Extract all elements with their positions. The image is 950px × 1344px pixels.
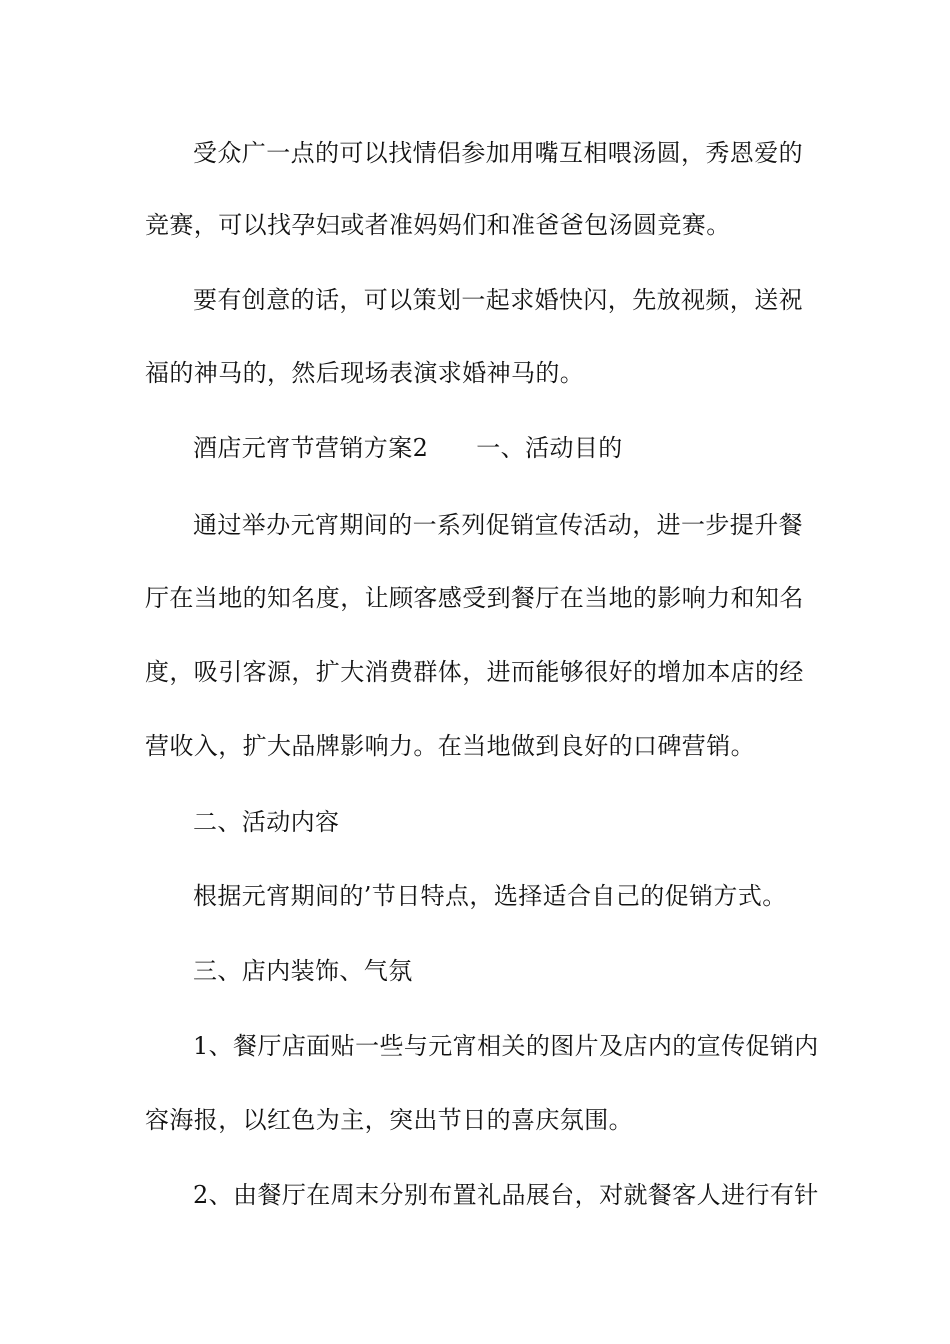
heading-activity-content: 二、活动内容 xyxy=(193,808,340,836)
heading-activity-purpose: 一、活动目的 xyxy=(476,434,623,462)
paragraph-line: 福的神马的，然后现场表演求婚神马的。 xyxy=(145,359,585,387)
paragraph-line: 容海报，以红色为主，突出节日的喜庆氛围。 xyxy=(145,1106,633,1134)
paragraph-line: 竞赛，可以找孕妇或者准妈妈们和准爸爸包汤圆竞赛。 xyxy=(145,211,731,239)
paragraph-line: 厅在当地的知名度，让顾客感受到餐厅在当地的影响力和知名 xyxy=(145,584,804,612)
paragraph-line: 营收入，扩大品牌影响力。在当地做到良好的口碑营销。 xyxy=(145,732,755,760)
plan-title: 酒店元宵节营销方案2 xyxy=(193,434,429,462)
paragraph-line: 要有创意的话，可以策划一起求婚快闪，先放视频，送祝 xyxy=(193,286,803,314)
paragraph-line: 通过举办元宵期间的一系列促销宣传活动，进一步提升餐 xyxy=(193,511,803,539)
paragraph-line: 1、餐厅店面贴一些与元宵相关的图片及店内的宣传促销内 xyxy=(193,1032,819,1060)
heading-store-decoration: 三、店内装饰、气氛 xyxy=(193,957,413,985)
section-heading-line xyxy=(193,433,863,463)
paragraph-line: 根据元宵期间的’节日特点，选择适合自己的促销方式。 xyxy=(193,882,787,910)
paragraph-line: 度，吸引客源，扩大消费群体，进而能够很好的增加本店的经 xyxy=(145,658,804,686)
paragraph-line: 受众广一点的可以找情侣参加用嘴互相喂汤圆，秀恩爱的 xyxy=(193,139,803,167)
paragraph-line: 2、由餐厅在周末分别布置礼品展台，对就餐客人进行有针 xyxy=(193,1181,819,1209)
